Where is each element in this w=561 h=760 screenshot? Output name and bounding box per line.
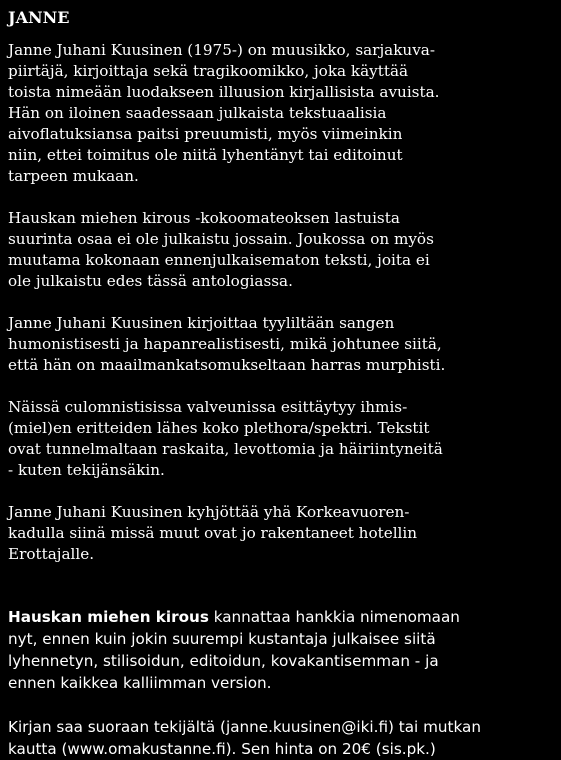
- order-paragraph: [8, 716, 551, 760]
- bio-paragraph-4: [8, 397, 551, 481]
- text-line: kadulla siinä missä muut ovat jo rakentaneet hotellin: [8, 524, 418, 542]
- text-line: ovat tunnelmaltaan raskaita, levottomia ja häiriintyneitä: [8, 440, 443, 458]
- bio-paragraph-3: [8, 313, 551, 376]
- text-line: toista nimeään luodakseen illuusion kirjallisista avuista.: [8, 83, 440, 101]
- text-line: Näissä culomnistisissa valveunissa esittäytyy ihmis-: [8, 398, 408, 416]
- text-line: suurinta osaa ei ole julkaistu jossain. Joukossa on myös: [8, 230, 434, 248]
- bio-paragraph-2: [8, 208, 551, 292]
- promo-text: kannattaa hankkia nimenomaan: [208, 608, 460, 626]
- text-line: (miel)en eritteiden lähes koko plethora/spektri. Tekstit: [8, 419, 430, 437]
- text-line: aivoflatuksiansa paitsi preuumisti, myös viimeinkin: [8, 125, 403, 143]
- text-line: lyhennetyn, stilisoidun, editoidun, kovakantisemman - ja: [8, 652, 439, 670]
- book-title: Hauskan miehen kirous: [8, 608, 209, 626]
- text-line: - kuten tekijänsäkin.: [8, 461, 165, 479]
- text-line: kautta (www.omakustanne.fi). Sen hinta on 20€ (sis.pk.): [8, 740, 436, 758]
- text-line: humonistisesti ja hapanrealistisesti, mikä johtunee siitä,: [8, 335, 442, 353]
- promo-paragraph: [8, 606, 551, 694]
- bio-paragraph-5: [8, 502, 551, 565]
- text-line: Janne Juhani Kuusinen kirjoittaa tyyliltään sangen: [8, 314, 395, 332]
- text-line: että hän on maailmankatsomukseltaan harras murphisti.: [8, 356, 446, 374]
- text-line: ole julkaistu edes tässä antologiassa.: [8, 272, 293, 290]
- text-line: tarpeen mukaan.: [8, 167, 139, 185]
- text-line: piirtäjä, kirjoittaja sekä tragikoomikko, joka käyttää: [8, 62, 409, 80]
- text-line: Janne Juhani Kuusinen kyhjöttää yhä Korkeavuoren-: [8, 503, 410, 521]
- page-title: JANNE: [8, 8, 70, 27]
- text-line: niin, ettei toimitus ole niitä lyhentänyt tai editoinut: [8, 146, 403, 164]
- text-line: Janne Juhani Kuusinen (1975-) on muusikko, sarjakuva-: [8, 41, 435, 59]
- text-line: Erottajalle.: [8, 545, 95, 563]
- text-line: muutama kokonaan ennenjulkaisematon teksti, joita ei: [8, 251, 430, 269]
- text-line: Hän on iloinen saadessaan julkaista tekstuaalisia: [8, 104, 387, 122]
- text-line: ennen kaikkea kalliimman version.: [8, 674, 272, 692]
- text-line: nyt, ennen kuin jokin suurempi kustantaja julkaisee siitä: [8, 630, 436, 648]
- text-line: Hauskan miehen kirous -kokoomateoksen lastuista: [8, 209, 400, 227]
- text-line: [8, 606, 551, 628]
- text-line: Kirjan saa suoraan tekijältä (janne.kuusinen@iki.fi) tai mutkan: [8, 718, 481, 736]
- bio-paragraph-1: [8, 40, 551, 187]
